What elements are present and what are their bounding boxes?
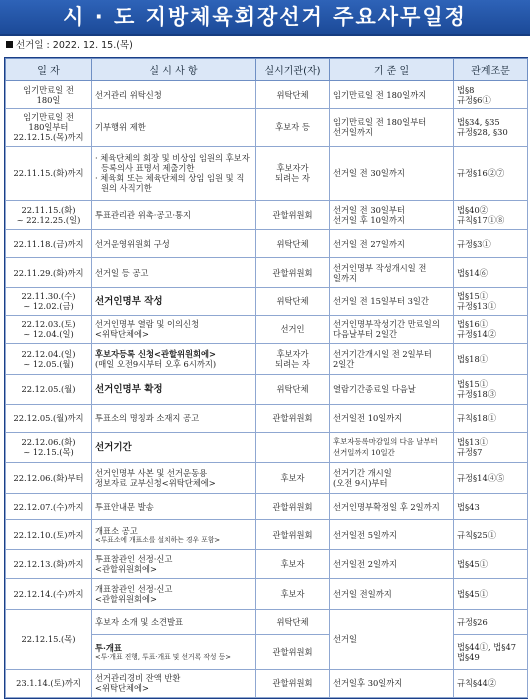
regulation-cell: 법§15① 규정§13① xyxy=(454,287,528,315)
regulation-cell: 법§8 규정§6① xyxy=(454,81,528,109)
table-row xyxy=(6,315,528,343)
table-row xyxy=(6,669,528,697)
org-cell: 후보자 xyxy=(256,549,330,578)
task-cell: 선거관리 위탁신청 xyxy=(92,81,256,109)
date-cell: 22.12.10.(토)까지 xyxy=(6,520,92,549)
criteria-cell: 후보자등록마감일의 다음 날부터 선거일까지 10일간 xyxy=(330,432,454,462)
header-criteria: 기 준 일 xyxy=(330,59,454,81)
org-cell: 관할위원회 xyxy=(256,494,330,520)
criteria-cell: 선거일 xyxy=(330,610,454,669)
criteria-cell: 선거일 전 30일까지 xyxy=(330,146,454,200)
header-row xyxy=(6,59,528,81)
date-cell: 22.11.29.(화)까지 xyxy=(6,258,92,287)
org-cell: 관할위원회 xyxy=(256,669,330,697)
election-day-line xyxy=(6,39,133,53)
criteria-cell: 선거일전 2일까지 xyxy=(330,549,454,578)
regulation-cell: 법§34, §35 규정§28, §30 xyxy=(454,109,528,147)
date-cell: 22.11.18.(금)까지 xyxy=(6,230,92,258)
regulation-cell: 규정§14④⑤ xyxy=(454,463,528,494)
table-row xyxy=(6,146,528,200)
task-cell: 투표소의 명칭과 소재지 공고 xyxy=(92,404,256,432)
date-cell: 임기만료일 전 180일부터 22.12.15.(목)까지 xyxy=(6,109,92,147)
task-cell: 선거인명부 확정 xyxy=(92,375,256,404)
regulation-cell: 규정§16②⑦ xyxy=(454,146,528,200)
task-cell: 개표참관인 선정·신고 <관할위원회에> xyxy=(92,578,256,609)
org-cell: 후보자가 되려는 자 xyxy=(256,146,330,200)
criteria-cell: 선거일 전 27일까지 xyxy=(330,230,454,258)
table-row xyxy=(6,287,528,315)
date-cell: 22.12.14.(수)까지 xyxy=(6,578,92,609)
regulation-cell: 규정§3① xyxy=(454,230,528,258)
regulation-cell: 법§43 xyxy=(454,494,528,520)
regulation-cell: 규정§26 xyxy=(454,610,528,635)
date-cell: 22.12.07.(수)까지 xyxy=(6,494,92,520)
criteria-cell: 선거일 전 30일부터 선거일 후 10일까지 xyxy=(330,201,454,230)
regulation-cell: 규칙§18① xyxy=(454,404,528,432)
task-cell: 선거관리경비 잔액 반환 <위탁단체에> xyxy=(92,669,256,697)
task-cell: 후보자등록 신청<관할위원회에> (매일 오전9시부터 오후 6시까지) xyxy=(92,344,256,375)
date-cell: 22.12.04.(일) ~ 12.05.(월) xyxy=(6,344,92,375)
date-cell: 23.1.14.(토)까지 xyxy=(6,669,92,697)
table-row xyxy=(6,610,528,635)
table-row xyxy=(6,258,528,287)
org-cell: 관할위원회 xyxy=(256,201,330,230)
task-cell: 선거인명부 작성 xyxy=(92,287,256,315)
task-cell: 기부행위 제한 xyxy=(92,109,256,147)
org-cell: 관할위원회 xyxy=(256,404,330,432)
org-cell: 위탁단체 xyxy=(256,610,330,635)
regulation-cell: 규칙§25① xyxy=(454,520,528,549)
regulation-cell: 법§40② 규칙§17①⑧ xyxy=(454,201,528,230)
org-cell: 선거인 xyxy=(256,315,330,343)
table-row xyxy=(6,494,528,520)
org-cell xyxy=(256,432,330,462)
date-cell: 22.11.15.(화)까지 xyxy=(6,146,92,200)
date-cell: 22.12.05.(월) xyxy=(6,375,92,404)
schedule-table xyxy=(4,57,528,699)
date-cell: 22.12.06.(화)부터 xyxy=(6,463,92,494)
table-row xyxy=(6,81,528,109)
org-cell: 후보자가 되려는 자 xyxy=(256,344,330,375)
table-row xyxy=(6,432,528,462)
date-cell: 22.11.15.(화) ~ 22.12.25.(일) xyxy=(6,201,92,230)
criteria-cell: 선거일 전일까지 xyxy=(330,578,454,609)
task-cell: 투표참관인 선정·신고 <관할위원회에> xyxy=(92,549,256,578)
criteria-cell: 선거인명부작성기간 만료일의 다음날부터 2일간 xyxy=(330,315,454,343)
org-cell: 관할위원회 xyxy=(256,520,330,549)
regulation-cell: 법§14⑥ xyxy=(454,258,528,287)
date-cell: 22.11.30.(수) ~ 12.02.(금) xyxy=(6,287,92,315)
task-cell: 투표안내문 발송 xyxy=(92,494,256,520)
task-cell: 선거인명부 열람 및 이의신청 <위탁단체에> xyxy=(92,315,256,343)
regulation-cell: 법§16① 규정§14② xyxy=(454,315,528,343)
table-row xyxy=(6,109,528,147)
criteria-cell: 선거인명부 작성개시일 전 일까지 xyxy=(330,258,454,287)
header-regulation: 관계조문 xyxy=(454,59,528,81)
task-cell: 선거인명부 사본 및 선거운동용 정보자료 교부신청<위탁단체에> xyxy=(92,463,256,494)
criteria-cell: 선거일 전 15일부터 3일간 xyxy=(330,287,454,315)
square-bullet-icon xyxy=(6,41,13,48)
date-cell: 22.12.13.(화)까지 xyxy=(6,549,92,578)
date-cell: 22.12.05.(월)까지 xyxy=(6,404,92,432)
header-date: 일 자 xyxy=(6,59,92,81)
regulation-cell: 법§45① xyxy=(454,549,528,578)
table-row xyxy=(6,344,528,375)
org-cell: 관할위원회 xyxy=(256,635,330,669)
criteria-cell: 임기만료일 전 180일부터 선거일까지 xyxy=(330,109,454,147)
org-cell: 위탁단체 xyxy=(256,230,330,258)
criteria-cell: 열람기간종료일 다음날 xyxy=(330,375,454,404)
table-row xyxy=(6,404,528,432)
regulation-cell: 법§15① 규정§18③ xyxy=(454,375,528,404)
org-cell: 위탁단체 xyxy=(256,81,330,109)
regulation-cell: 법§18① xyxy=(454,344,528,375)
criteria-cell: 선거인명부확정일 후 2일까지 xyxy=(330,494,454,520)
task-cell: 선거기간 xyxy=(92,432,256,462)
criteria-cell: 선거일전 10일까지 xyxy=(330,404,454,432)
org-cell: 관할위원회 xyxy=(256,258,330,287)
criteria-cell: 선거일전 5일까지 xyxy=(330,520,454,549)
table-row xyxy=(6,375,528,404)
criteria-cell: 임기만료일 전 180일까지 xyxy=(330,81,454,109)
org-cell: 후보자 등 xyxy=(256,109,330,147)
regulation-cell: 규칙§44② xyxy=(454,669,528,697)
date-cell: 22.12.03.(토) ~ 12.04.(일) xyxy=(6,315,92,343)
task-cell: 선거운영위원회 구성 xyxy=(92,230,256,258)
task-cell: 투표관리관 위촉·공고·통지 xyxy=(92,201,256,230)
org-cell: 위탁단체 xyxy=(256,375,330,404)
table-row xyxy=(6,520,528,549)
org-cell: 위탁단체 xyxy=(256,287,330,315)
election-day-text: 선거일 : 2022. 12. 15.(목) xyxy=(16,40,133,51)
org-cell: 후보자 xyxy=(256,578,330,609)
date-cell: 임기만료일 전 180일 xyxy=(6,81,92,109)
regulation-cell: 법§13① 규정§7 xyxy=(454,432,528,462)
task-cell: 투·개표 <투·개표 진행, 투표·개표 및 선거록 작성 등> xyxy=(92,635,256,669)
header-org: 실시기관(자) xyxy=(256,59,330,81)
table-row xyxy=(6,578,528,609)
date-cell: 22.12.15.(목) xyxy=(6,610,92,669)
table-row xyxy=(6,463,528,494)
regulation-cell: 법§45① xyxy=(454,578,528,609)
task-cell: 개표소 공고 <투표소에 개표소를 설치하는 경우 포함> xyxy=(92,520,256,549)
table-row xyxy=(6,230,528,258)
criteria-cell: 선거기간 개시일 (오전 9시)부터 xyxy=(330,463,454,494)
org-cell: 후보자 xyxy=(256,463,330,494)
criteria-cell: 선거기간개시일 전 2일부터 2일간 xyxy=(330,344,454,375)
regulation-cell: 법§44①, 법§47 법§49 xyxy=(454,635,528,669)
page-title: 시 · 도 지방체육회장선거 주요사무일정 xyxy=(0,0,530,36)
table-row xyxy=(6,549,528,578)
task-cell: · 체육단체의 회장 및 비상임 임원의 후보자 등록의사 표명서 제출기한 · 체육회 또는 체육단체의 상임 임원 및 직원의 사직기한 xyxy=(92,146,256,200)
table-row xyxy=(6,201,528,230)
date-cell: 22.12.06.(화) ~ 12.15.(목) xyxy=(6,432,92,462)
criteria-cell: 선거일후 30일까지 xyxy=(330,669,454,697)
header-task: 실 시 사 항 xyxy=(92,59,256,81)
task-cell: 선거일 등 공고 xyxy=(92,258,256,287)
task-cell: 후보자 소개 및 소견발표 xyxy=(92,610,256,635)
